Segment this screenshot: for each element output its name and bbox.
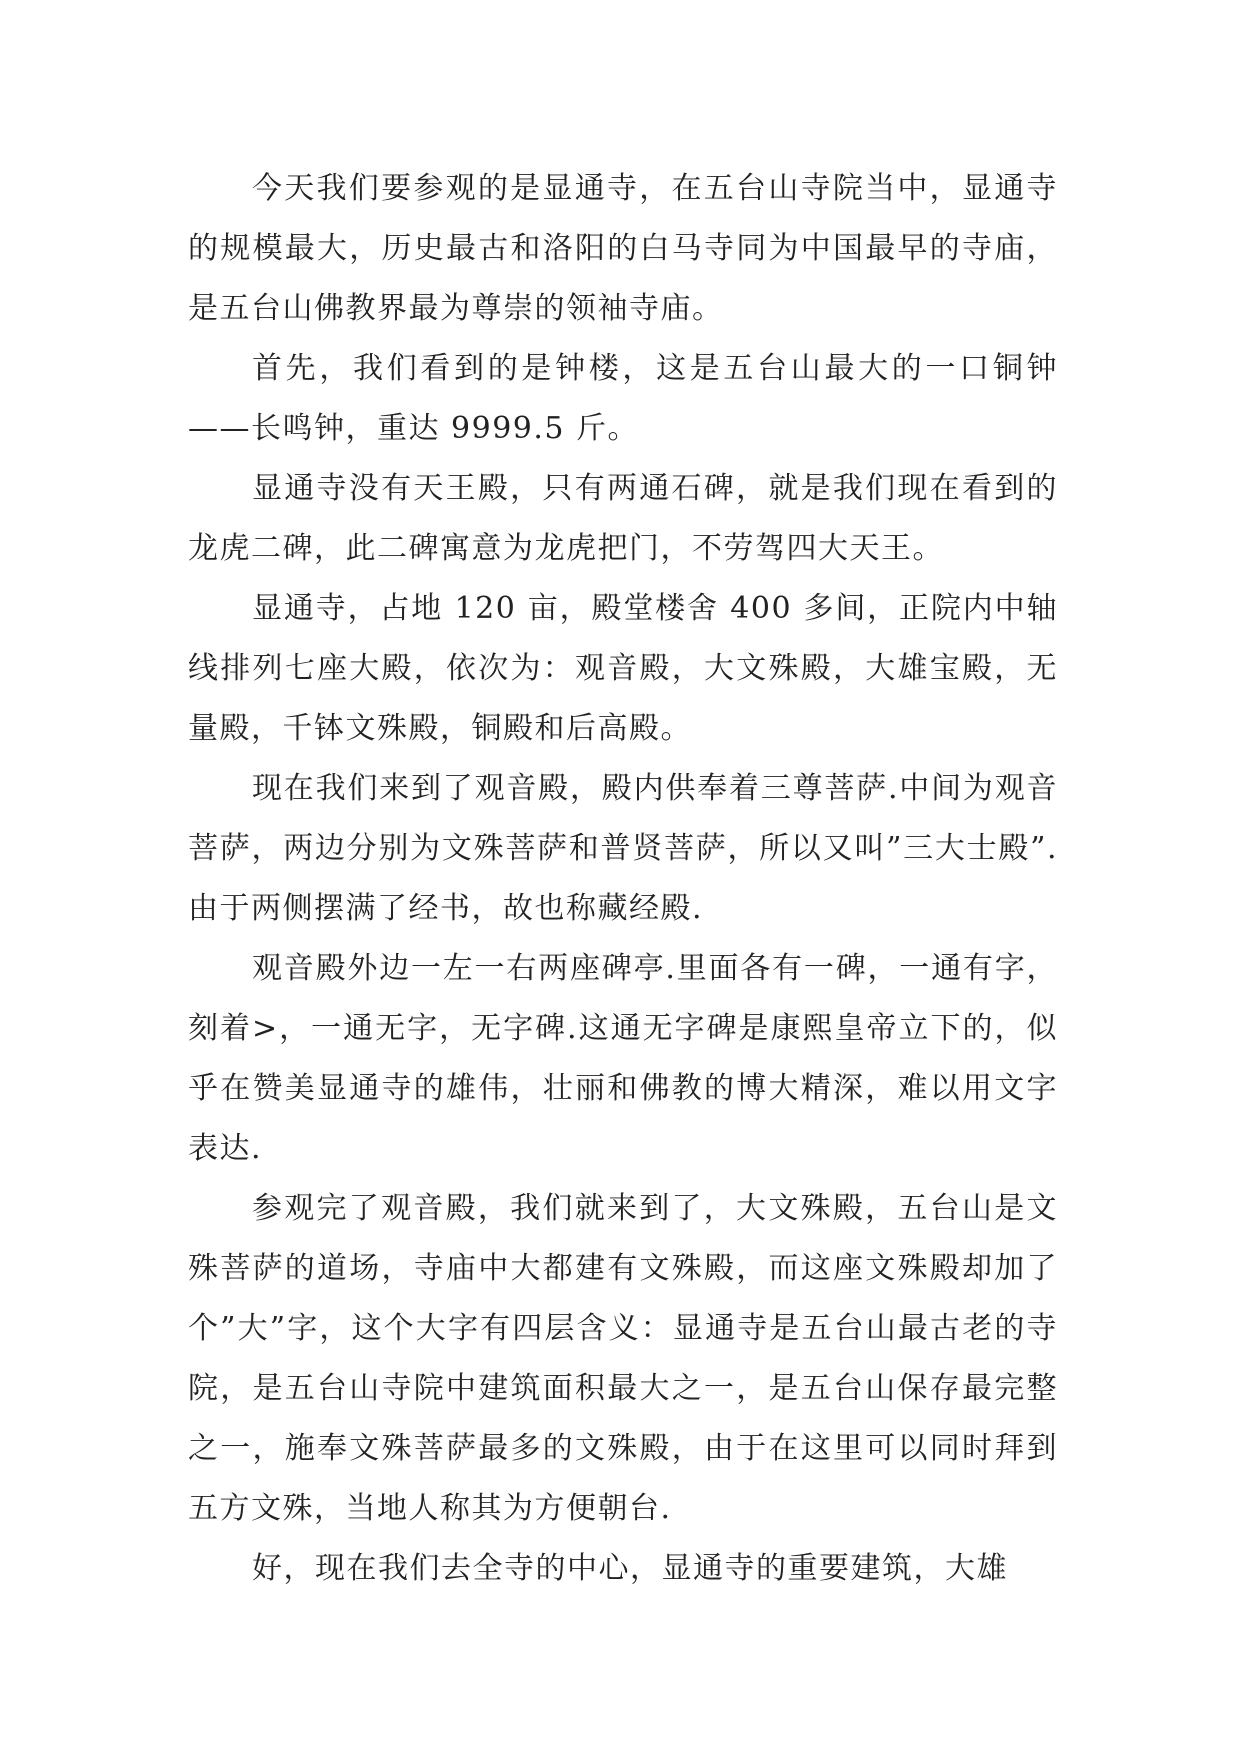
paragraph-3: 显通寺没有天王殿，只有两通石碑，就是我们现在看到的龙虎二碑，此二碑寓意为龙虎把门，不劳驾四大天王。 [188,471,1058,566]
paragraph-5: 现在我们来到了观音殿，殿内供奉着三尊菩萨.中间为观音菩萨，两边分别为文殊菩萨和普贤菩萨，所以又叫”三大士殿”.由于两侧摆满了经书，故也称藏经殿. [188,771,1058,926]
paragraph-1: 今天我们要参观的是显通寺，在五台山寺院当中，显通寺的规模最大，历史最古和洛阳的白马寺同为中国最早的寺庙，是五台山佛教界最为尊崇的领袖寺庙。 [188,171,1058,326]
paragraph-4: 显通寺，占地 120 亩，殿堂楼舍 400 多间，正院内中轴线排列七座大殿，依次为：观音殿，大文殊殿，大雄宝殿，无量殿，千钵文殊殿，铜殿和后高殿。 [188,591,1058,746]
paragraph-8: 好，现在我们去全寺的中心，显通寺的重要建筑，大雄 [252,1551,1008,1586]
paragraph-2: 首先，我们看到的是钟楼，这是五台山最大的一口铜钟——长鸣钟，重达 9999.5 斤。 [188,351,1058,446]
paragraph-6: 观音殿外边一左一右两座碑亭.里面各有一碑，一通有字，刻着>，一通无字，无字碑.这通无字碑是康熙皇帝立下的，似乎在赞美显通寺的雄伟，壮丽和佛教的博大精深，难以用文字表达. [188,951,1058,1166]
document-body [188,159,1058,1599]
paragraph-7: 参观完了观音殿，我们就来到了，大文殊殿，五台山是文殊菩萨的道场，寺庙中大都建有文殊殿，而这座文殊殿却加了个”大”字，这个大字有四层含义：显通寺是五台山最古老的寺院，是五台山寺院中建筑面积最大之一，是五台山保存最完整之一，施奉文殊菩萨最多的文殊殿，由于在这里可以同时拜到五方文殊，当地人称其为方便朝台. [188,1191,1058,1526]
